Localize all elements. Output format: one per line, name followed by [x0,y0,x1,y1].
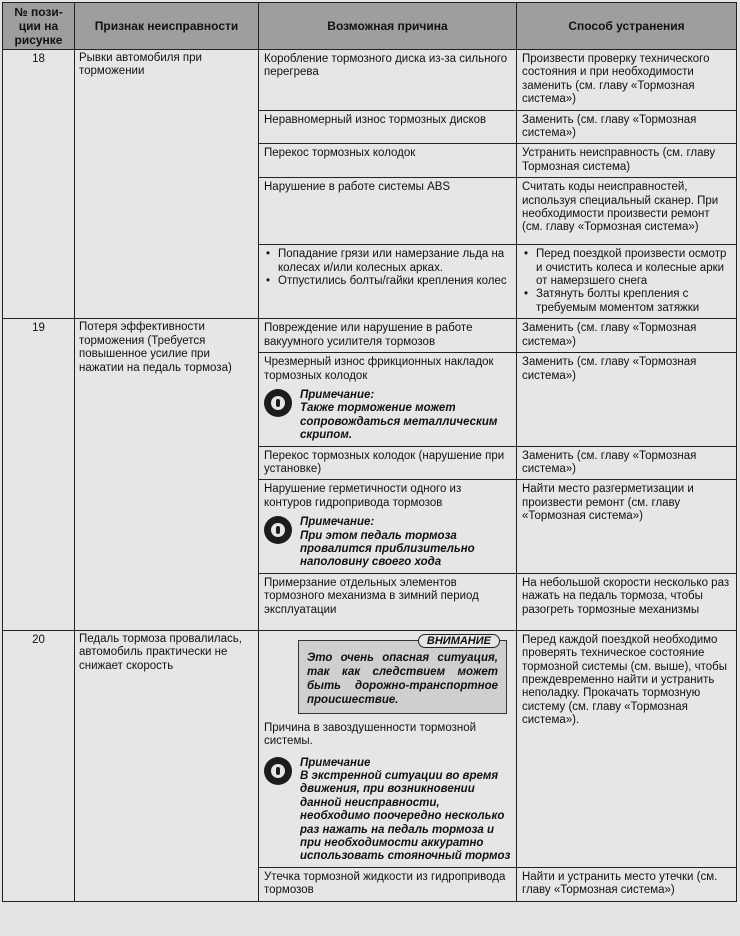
note-text: В экстренной ситуации во время движения, при возникновении данной неисправности, необходимо поочередно несколько раз нажать на педаль тормоза и при необходимости аккуратно использовать стояночный тормоз [300,770,511,863]
symptom-cell: Педаль тормоза провалилась, автомобиль практически не снижает скорость [75,630,259,901]
note-title: Примечание: [300,388,375,401]
table-row [3,50,737,111]
list-item: • Перед поездкой произвести осмотр и очистить колеса и колесные арки от намерзшего снега [536,248,731,288]
row-number: 18 [3,50,75,319]
note-block [264,389,511,443]
note-title: Примечание [300,756,371,769]
header-num: № пози-ции на рисунке [3,3,75,50]
cause-cell: Неравномерный износ тормозных дисков [259,110,517,144]
note-text: При этом педаль тормоза провалится приблизительно наполовину своего хода [300,529,475,569]
cause-cell: Повреждение или нарушение в работе вакуумного усилителя тормозов [259,319,517,353]
note-icon [264,389,292,417]
remedy-cell: Устранить неисправность (см. главу Тормозная система) [517,144,737,178]
list-item: • Попадание грязи или намерзание льда на колесах и/или колесных арках. [278,248,511,275]
note-title: Примечание: [300,516,375,529]
remedy-cell: Заменить (см. главу «Тормозная система») [517,353,737,446]
remedy-cell: Заменить (см. главу «Тормозная система») [517,319,737,353]
remedy-cell: Считать коды неисправностей, используя специальный сканер. При необходимости произвести ремонт (см. главу «Тормозная система») [517,178,737,245]
remedy-cell: Произвести проверку технического состояния и при необходимости заменить (см. главу «Тормозная система») [517,50,737,111]
remedy-cell: Перед каждой поездкой необходимо проверять техническое состояние тормозной системы (см. выше), чтобы преждевременно найти и устранить неполадку. Прокачать тормозную систему (см. главу «Тормозная система»). [517,630,737,867]
note-icon [264,516,292,544]
header-symptom: Признак неисправности [75,3,259,50]
header-remedy: Способ устранения [517,3,737,50]
cause-cell: Коробление тормозного диска из-за сильного перегрева [259,50,517,111]
list-item: • Затянуть болты крепления с требуемым моментом затяжки [536,288,731,315]
symptom-cell: Рывки автомобиля при торможении [75,50,259,319]
cause-cell: Перекос тормозных колодок [259,144,517,178]
header-cause: Возможная причина [259,3,517,50]
warning-label: ВНИМАНИЕ [418,634,500,648]
warning-text: Это очень опасная ситуация, так как следствием может быть дорожно-транспортное происшествие. [307,651,498,706]
cause-text: Чрезмерный износ фрикционных накладок тормозных колодок [264,356,494,382]
table-row [3,319,737,353]
remedy-cell: Найти место разгерметизации и произвести ремонт (см. главу «Тормозная система») [517,480,737,573]
table-header-row [3,3,737,50]
remedy-cell: Найти и устранить место утечки (см. главу «Тормозная система») [517,867,737,901]
remedy-cell: Заменить (см. главу «Тормозная система») [517,110,737,144]
row-number: 19 [3,319,75,631]
remedy-bullet-list [522,248,731,315]
cause-cell: Утечка тормозной жидкости из гидропривода тормозов [259,867,517,901]
list-item: • Отпустились болты/гайки крепления колес [278,275,511,288]
symptom-cell: Потеря эффективности торможения (Требуется повышенное усилие при нажатии на педаль тормоза) [75,319,259,631]
note-block [264,516,511,570]
cause-cell: Примерзание отдельных элементов тормозного механизма в зимний период эксплуатации [259,573,517,630]
cause-cell [259,245,517,319]
cause-cell: Перекос тормозных колодок (нарушение при установке) [259,446,517,480]
cause-cell [259,353,517,446]
note-icon [264,757,292,785]
note-text: Также торможение может сопровождаться металлическим скрипом. [300,402,498,442]
remedy-cell: На небольшой скорости несколько раз нажать на педаль тормоза, чтобы разогреть тормозные механизмы [517,573,737,630]
cause-cell [259,480,517,573]
warning-box [298,634,507,714]
row-number: 20 [3,630,75,901]
remedy-cell [517,245,737,319]
cause-text: Причина в завоздушенности тормозной системы. [264,721,477,748]
cause-cell [259,630,517,867]
cause-cell: Нарушение в работе системы ABS [259,178,517,245]
cause-bullet-list [264,248,511,288]
fault-table [2,2,737,902]
note-block [264,757,511,864]
remedy-cell: Заменить (см. главу «Тормозная система») [517,446,737,480]
cause-text: Нарушение герметичности одного из контуров гидропривода тормозов [264,483,462,509]
table-row [3,630,737,867]
